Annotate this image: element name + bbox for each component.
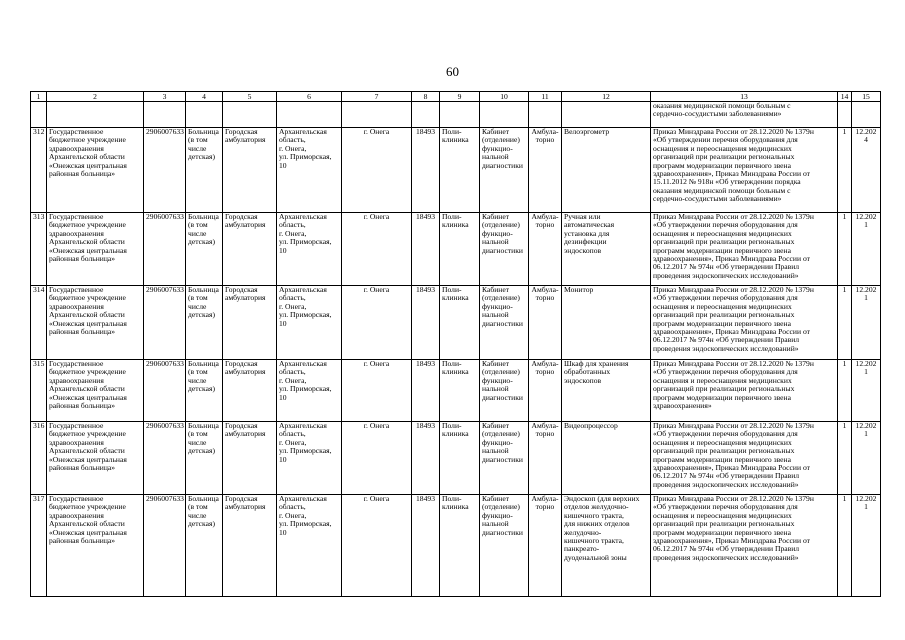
room-cell: Кабинет (отделение) функцио- нальной диагностики — [480, 128, 529, 213]
row-number-cell: 313 — [31, 213, 47, 286]
code-cell: 18493 — [412, 213, 440, 286]
date-cell: 12.2021 — [852, 213, 881, 286]
row-number-cell: 317 — [31, 495, 47, 597]
equipment-table — [30, 91, 881, 597]
address-cell: Архангельская область, г. Онега, ул. Приморская, 10 — [277, 360, 342, 422]
city-cell: г. Онега — [342, 495, 412, 597]
row-number-cell: 315 — [31, 360, 47, 422]
address-cell: Архангельская область, г. Онега, ул. Приморская, 10 — [277, 213, 342, 286]
table-row — [31, 128, 881, 213]
city-cell: г. Онега — [342, 128, 412, 213]
room-cell: Кабинет (отделение) функцио- нальной диагностики — [480, 286, 529, 360]
page-number: 60 — [446, 64, 459, 79]
city-cell: г. Онега — [342, 422, 412, 495]
organization-cell: Государственное бюджетное учреждение здравоохранения Архангельской области «Онежская центральная районная больница» — [47, 286, 144, 360]
legal-basis-cell: Приказ Минздрава России от 28.12.2020 № 1379н «Об утверждении перечня оборудования для оснащения и переоснащения медицинских организаций при реализации региональных программ модернизации первичного звена здравоохранения», Приказ Минздрава России от 06.12.2017 № 974н «Об утверждении Правил проведения эндоскопических исследований» — [651, 286, 838, 360]
address-cell: Архангельская область, г. Онега, ул. Приморская, 10 — [277, 495, 342, 597]
room-cell: Кабинет (отделение) функцио- нальной диагностики — [480, 213, 529, 286]
room-cell: Кабинет (отделение) функцио- нальной диагностики — [480, 422, 529, 495]
unit-cell: Городская амбулатория — [223, 286, 277, 360]
department-cell: Поли- клиника — [440, 128, 480, 213]
inn-cell: 2906007633 — [144, 128, 186, 213]
condition-cell: Амбула- торно — [529, 495, 562, 597]
department-cell: Поли- клиника — [440, 360, 480, 422]
address-cell: Архангельская область, г. Онега, ул. Приморская, 10 — [277, 128, 342, 213]
col-header: 13 — [651, 92, 838, 102]
city-cell: г. Онега — [342, 213, 412, 286]
legal-basis-cell: Приказ Минздрава России от 28.12.2020 № 1379н «Об утверждении перечня оборудования для оснащения и переоснащения медицинских организаций при реализации региональных программ модернизации первичного звена здравоохранения», Приказ Минздрава России от 06.12.2017 № 974н «Об утверждении Правил проведения эндоскопических исследований» — [651, 213, 838, 286]
code-cell: 18493 — [412, 360, 440, 422]
col-header: 2 — [47, 92, 144, 102]
facility-type-cell: Больница (в том числе детская) — [186, 128, 223, 213]
equipment-cell: Монитор — [562, 286, 651, 360]
condition-cell: Амбула- торно — [529, 286, 562, 360]
unit-cell: Городская амбулатория — [223, 360, 277, 422]
quantity-cell: 1 — [838, 495, 852, 597]
organization-cell: Государственное бюджетное учреждение здравоохранения Архангельской области «Онежская центральная районная больница» — [47, 495, 144, 597]
col-header: 12 — [562, 92, 651, 102]
equipment-cell: Велоэргометр — [562, 128, 651, 213]
address-cell: Архангельская область, г. Онега, ул. Приморская, 10 — [277, 422, 342, 495]
date-cell: 12.2021 — [852, 360, 881, 422]
facility-type-cell: Больница (в том числе детская) — [186, 422, 223, 495]
code-cell: 18493 — [412, 495, 440, 597]
col-header: 11 — [529, 92, 562, 102]
date-cell: 12.2021 — [852, 495, 881, 597]
col-header: 3 — [144, 92, 186, 102]
col-header: 1 — [31, 92, 47, 102]
table-row — [31, 286, 881, 360]
quantity-cell: 1 — [838, 286, 852, 360]
col-header: 4 — [186, 92, 223, 102]
col-header: 9 — [440, 92, 480, 102]
inn-cell: 2906007633 — [144, 422, 186, 495]
col-header: 7 — [342, 92, 412, 102]
city-cell: г. Онега — [342, 286, 412, 360]
code-cell: 18493 — [412, 286, 440, 360]
table-header-row — [31, 92, 881, 102]
table-row — [31, 422, 881, 495]
quantity-cell: 1 — [838, 360, 852, 422]
date-cell: 12.2021 — [852, 286, 881, 360]
facility-type-cell: Больница (в том числе детская) — [186, 495, 223, 597]
date-cell: 12.2024 — [852, 128, 881, 213]
department-cell: Поли- клиника — [440, 495, 480, 597]
equipment-cell: Шкаф для хранения обработанных эндоскопов — [562, 360, 651, 422]
inn-cell: 2906007633 — [144, 213, 186, 286]
department-cell: Поли- клиника — [440, 422, 480, 495]
date-cell: 12.2021 — [852, 422, 881, 495]
condition-cell: Амбула- торно — [529, 213, 562, 286]
legal-basis-cell: Приказ Минздрава России от 28.12.2020 № 1379н «Об утверждении перечня оборудования для оснащения и переоснащения медицинских организаций при реализации региональных программ модернизации первичного звена здравоохранения», Приказ Минздрава России от 15.11.2012 № 918н «Об утверждении порядка оказания медицинской помощи больным с сердечно-сосудистыми заболеваниями» — [651, 128, 838, 213]
quantity-cell: 1 — [838, 422, 852, 495]
room-cell: Кабинет (отделение) функцио- нальной диагностики — [480, 360, 529, 422]
legal-basis-cell: Приказ Минздрава России от 28.12.2020 № 1379н «Об утверждении перечня оборудования для оснащения и переоснащения медицинских организаций при реализации региональных программ модернизации первичного звена здравоохранения» — [651, 360, 838, 422]
continuation-row — [31, 102, 881, 128]
col-header: 6 — [277, 92, 342, 102]
equipment-cell: Видеопроцессор — [562, 422, 651, 495]
organization-cell: Государственное бюджетное учреждение здравоохранения Архангельской области «Онежская центральная районная больница» — [47, 213, 144, 286]
organization-cell: Государственное бюджетное учреждение здравоохранения Архангельской области «Онежская центральная районная больница» — [47, 128, 144, 213]
unit-cell: Городская амбулатория — [223, 213, 277, 286]
col-header: 10 — [480, 92, 529, 102]
address-cell: Архангельская область, г. Онега, ул. Приморская, 10 — [277, 286, 342, 360]
inn-cell: 2906007633 — [144, 360, 186, 422]
inn-cell: 2906007633 — [144, 286, 186, 360]
organization-cell: Государственное бюджетное учреждение здравоохранения Архангельской области «Онежская центральная районная больница» — [47, 422, 144, 495]
col-header: 14 — [838, 92, 852, 102]
department-cell: Поли- клиника — [440, 213, 480, 286]
inn-cell: 2906007633 — [144, 495, 186, 597]
department-cell: Поли- клиника — [440, 286, 480, 360]
table-row — [31, 495, 881, 597]
legal-basis-cell: Приказ Минздрава России от 28.12.2020 № 1379н «Об утверждении перечня оборудования для оснащения и переоснащения медицинских организаций при реализации региональных программ модернизации первичного звена здравоохранения», Приказ Минздрава России от 06.12.2017 № 974н «Об утверждении Правил проведения эндоскопических исследований» — [651, 495, 838, 597]
table-row — [31, 213, 881, 286]
facility-type-cell: Больница (в том числе детская) — [186, 213, 223, 286]
table-row — [31, 360, 881, 422]
unit-cell: Городская амбулатория — [223, 128, 277, 213]
condition-cell: Амбула- торно — [529, 422, 562, 495]
col-header: 15 — [852, 92, 881, 102]
organization-cell: Государственное бюджетное учреждение здравоохранения Архангельской области «Онежская центральная районная больница» — [47, 360, 144, 422]
room-cell: Кабинет (отделение) функцио- нальной диагностики — [480, 495, 529, 597]
unit-cell: Городская амбулатория — [223, 422, 277, 495]
code-cell: 18493 — [412, 128, 440, 213]
row-number-cell: 314 — [31, 286, 47, 360]
continuation-basis-cell: оказания медицинской помощи больным с сердечно-сосудистыми заболеваниями» — [651, 102, 838, 128]
condition-cell: Амбула- торно — [529, 360, 562, 422]
legal-basis-cell: Приказ Минздрава России от 28.12.2020 № 1379н «Об утверждении перечня оборудования для оснащения и переоснащения медицинских организаций при реализации региональных программ модернизации первичного звена здравоохранения», Приказ Минздрава России от 06.12.2017 № 974н «Об утверждении Правил проведения эндоскопических исследований» — [651, 422, 838, 495]
facility-type-cell: Больница (в том числе детская) — [186, 360, 223, 422]
equipment-cell: Ручная или автоматическая установка для дезинфекции эндоскопов — [562, 213, 651, 286]
code-cell: 18493 — [412, 422, 440, 495]
quantity-cell: 1 — [838, 213, 852, 286]
col-header: 5 — [223, 92, 277, 102]
quantity-cell: 1 — [838, 128, 852, 213]
row-number-cell: 316 — [31, 422, 47, 495]
facility-type-cell: Больница (в том числе детская) — [186, 286, 223, 360]
condition-cell: Амбула- торно — [529, 128, 562, 213]
col-header: 8 — [412, 92, 440, 102]
row-number-cell: 312 — [31, 128, 47, 213]
equipment-cell: Эндоскоп (для верхних отделов желудочно- кишечного тракта, для нижних отделов желудочно- кишечного тракта, панкреато- дуоденальной зоны — [562, 495, 651, 597]
unit-cell: Городская амбулатория — [223, 495, 277, 597]
city-cell: г. Онега — [342, 360, 412, 422]
